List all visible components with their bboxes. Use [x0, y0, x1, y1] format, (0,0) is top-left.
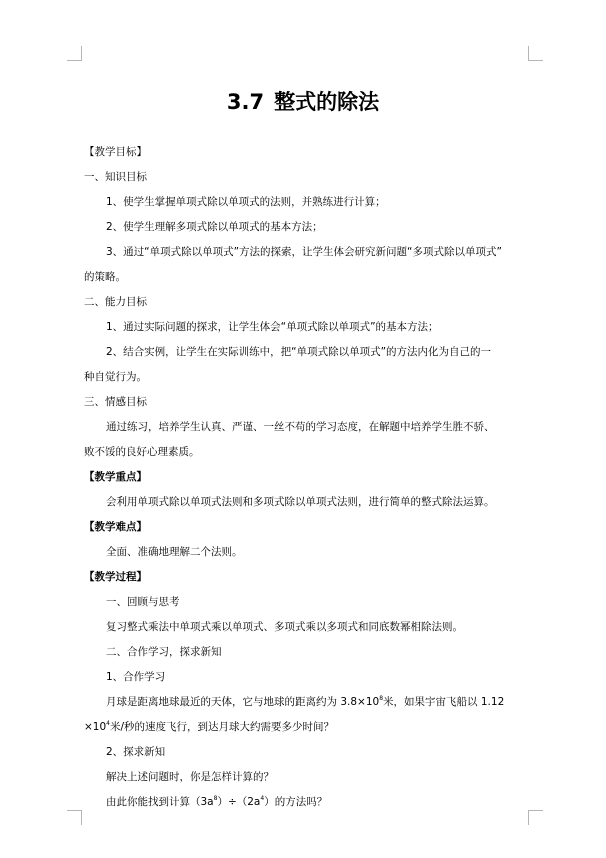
question-2-exponent-2: 4	[260, 795, 265, 802]
question-2-exponent-1: 8	[213, 795, 218, 802]
knowledge-item-3-line-2: 的策略。	[84, 271, 126, 283]
knowledge-item-3-line-1: 3、通过“单项式除以单项式”方法的探索，让学生体会研究新问题“多项式除以单项式”	[106, 246, 502, 258]
knowledge-heading: 一、知识目标	[84, 171, 147, 183]
moon-line-1-tail: 米，如果宇宙飞船以 1.12	[383, 696, 505, 708]
moon-exponent-1: 8	[379, 695, 384, 702]
knowledge-item-2: 2、使学生理解多项式除以单项式的基本方法；	[106, 221, 323, 233]
moon-line-2-text: ×10	[84, 721, 107, 733]
moon-problem-line-1	[106, 695, 504, 709]
moon-line-2-tail: 米/秒的速度飞行，到达月球大约需要多少时间？	[110, 721, 335, 733]
moon-problem-line-2	[84, 720, 334, 734]
title-text: 整式的除法	[274, 90, 380, 114]
question-2-text: 由此你能找到计算（3a	[106, 796, 214, 808]
key-points-text: 会利用单项式除以单项式法则和多项式除以单项式法则，进行简单的整式除法运算。	[106, 496, 495, 508]
emotion-line-2: 败不馁的良好心理素质。	[84, 446, 200, 458]
question-2-mid: ）÷（2a	[217, 796, 261, 808]
coop-subheading-1: 1、合作学习	[106, 671, 166, 683]
question-1: 解决上述问题时，你是怎样计算的？	[106, 771, 274, 783]
ability-item-2-line-1: 2、结合实例，让学生在实际训练中，把“单项式除以单项式”的方法内化为自己的一	[106, 346, 492, 358]
coop-heading: 二、合作学习，探求新知	[106, 646, 222, 658]
process-heading: 【教学过程】	[84, 571, 147, 583]
ability-item-1: 1、通过实际问题的探求，让学生体会“单项式除以单项式”的基本方法；	[106, 321, 439, 333]
emotion-line-1: 通过练习，培养学生认真、严谨、一丝不苟的学习态度，在解题中培养学生胜不骄、	[106, 421, 495, 433]
crop-mark-bottom-left	[67, 810, 82, 825]
question-2-tail: ）的方法吗？	[264, 796, 328, 808]
difficulties-heading: 【教学难点】	[84, 521, 147, 533]
moon-exponent-2: 4	[106, 720, 110, 727]
moon-line-1-text: 月球是距离地球最近的天体，它与地球的距离约为 3.8×10	[106, 696, 380, 708]
question-2	[106, 795, 327, 809]
ability-item-2-line-2: 种自觉行为。	[84, 371, 147, 383]
crop-mark-top-left	[67, 46, 82, 61]
review-text: 复习整式乘法中单项式乘以单项式、多项式乘以多项式和同底数幂相除法则。	[106, 621, 463, 633]
review-heading: 一、回顾与思考	[106, 596, 180, 608]
coop-subheading-2: 2、探求新知	[106, 746, 166, 758]
goals-heading: 【教学目标】	[84, 146, 147, 158]
difficulties-text: 全面、准确地理解二个法则。	[106, 546, 243, 558]
emotion-heading: 三、情感目标	[84, 396, 147, 408]
crop-mark-top-right	[528, 46, 543, 61]
page-title	[0, 86, 606, 116]
knowledge-item-1: 1、使学生掌握单项式除以单项式的法则，并熟练进行计算；	[106, 196, 386, 208]
section-number: 3.7	[226, 90, 265, 114]
key-points-heading: 【教学重点】	[84, 471, 147, 483]
crop-mark-bottom-right	[528, 810, 543, 825]
ability-heading: 二、能力目标	[84, 296, 147, 308]
